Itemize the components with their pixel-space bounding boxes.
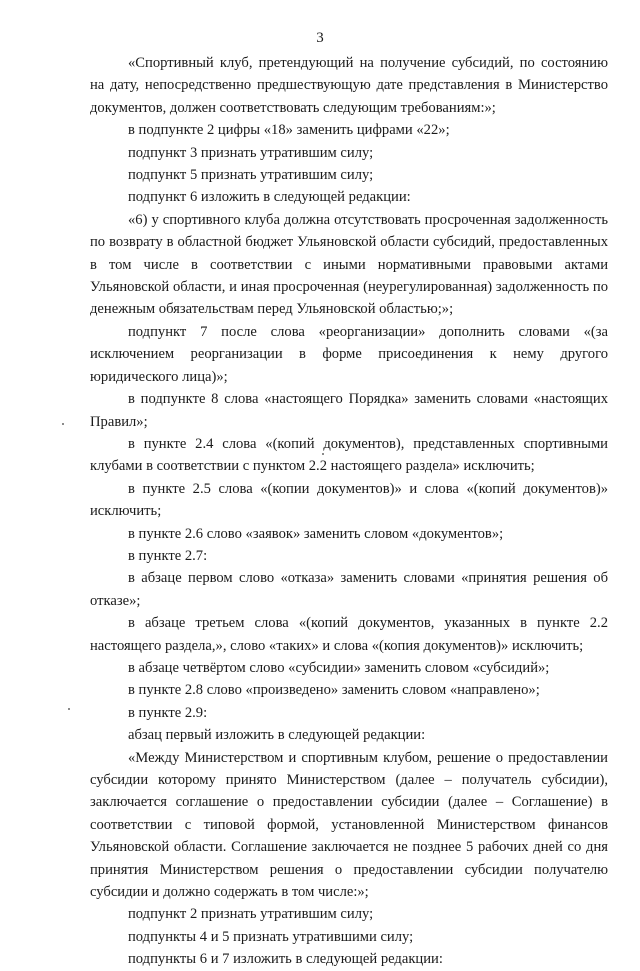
paragraph-item-2-8: в пункте 2.8 слово «произведено» заменить словом «направлено»; <box>128 682 540 699</box>
paragraph-2-9-subitems-4-5: подпункты 4 и 5 признать утратившими силу; <box>128 928 414 945</box>
paragraph-subitem-6-text: «6) у спортивного клуба должна отсутствовать просроченная задолженность по возврату в областной бюджет Ульяновской области субсидий, предоставленных в том числе в соответствии с иными нормативными правовыми актами Ульяновской области, и иная просроченная (неурегулированная) задолженность по денежным обязательствам перед Ульяновской областью;»; <box>90 211 608 318</box>
paragraph-2-7-third: в абзаце третьем слова «(копий документов, указанных в пункте 2.2 настоящего раздела,», слово «таких» и слова «(копия документов)» исключить; <box>90 615 608 654</box>
paragraph-subitem-8: в подпункте 8 слова «настоящего Порядка» заменить словами «настоящих Правил»; <box>90 391 608 430</box>
paragraph-2-7-first: в абзаце первом слово «отказа» заменить словами «принятия решения об отказе»; <box>90 570 608 609</box>
scan-speck <box>322 453 324 455</box>
paragraph-subitem-5: подпункт 5 признать утратившим силу; <box>128 167 374 184</box>
paragraph-subitem-3: подпункт 3 признать утратившим силу; <box>128 144 374 161</box>
paragraph-subitem-2: в подпункте 2 цифры «18» заменить цифрами «22»; <box>128 122 450 139</box>
paragraph-2-9-first-text: «Между Министерством и спортивным клубом, решение о предоставлении субсидии которому принято Министерством (далее – получатель субсидии), заключается соглашение о предоставлении субсидии (далее – Соглашение) в соответствии с типовой формой, установленной Министерством финансов Ульяновской области. Соглашение заключается не позднее 5 рабочих дней со дня принятия Министерством решения о предоставлении субсидии получателю субсидии и должно содержать в том числе:»; <box>90 749 608 901</box>
scan-speck <box>68 708 70 710</box>
document-body <box>90 52 608 971</box>
paragraph-2-7-fourth: в абзаце четвёртом слово «субсидии» заменить словом «субсидий»; <box>128 659 550 676</box>
paragraph-subitem-7: подпункт 7 после слова «реорганизации» дополнить словами «(за исключением реорганизации в форме присоединения к нему другого юридического лица)»; <box>90 323 608 385</box>
paragraph-requirements-intro: «Спортивный клуб, претендующий на получение субсидий, по состоянию на дату, непосредственно предшествующую дате представления в Министерство документов, должен соответствовать следующим требованиям:»; <box>90 55 608 116</box>
paragraph-item-2-7: в пункте 2.7: <box>128 547 208 564</box>
paragraph-item-2-4: в пункте 2.4 слова «(копий документов), представленных спортивными клубами в соответствии с пунктом 2.2 настоящего раздела» исключить; <box>90 435 608 475</box>
paragraph-2-9-first-intro: абзац первый изложить в следующей редакции: <box>128 727 426 744</box>
paragraph-2-9-subitems-6-7: подпункты 6 и 7 изложить в следующей редакции: <box>128 951 443 968</box>
paragraph-subitem-6-intro: подпункт 6 изложить в следующей редакции: <box>128 189 411 206</box>
paragraph-item-2-9: в пункте 2.9: <box>128 704 208 721</box>
paragraph-item-2-5: в пункте 2.5 слова «(копии документов)» и слова «(копий документов)» исключить; <box>90 480 608 520</box>
paragraph-item-2-6: в пункте 2.6 слово «заявок» заменить словом «документов»; <box>128 525 504 542</box>
page-number: 3 <box>316 30 324 46</box>
paragraph-2-9-subitem-2: подпункт 2 признать утратившим силу; <box>128 906 374 923</box>
scan-speck <box>62 423 64 425</box>
